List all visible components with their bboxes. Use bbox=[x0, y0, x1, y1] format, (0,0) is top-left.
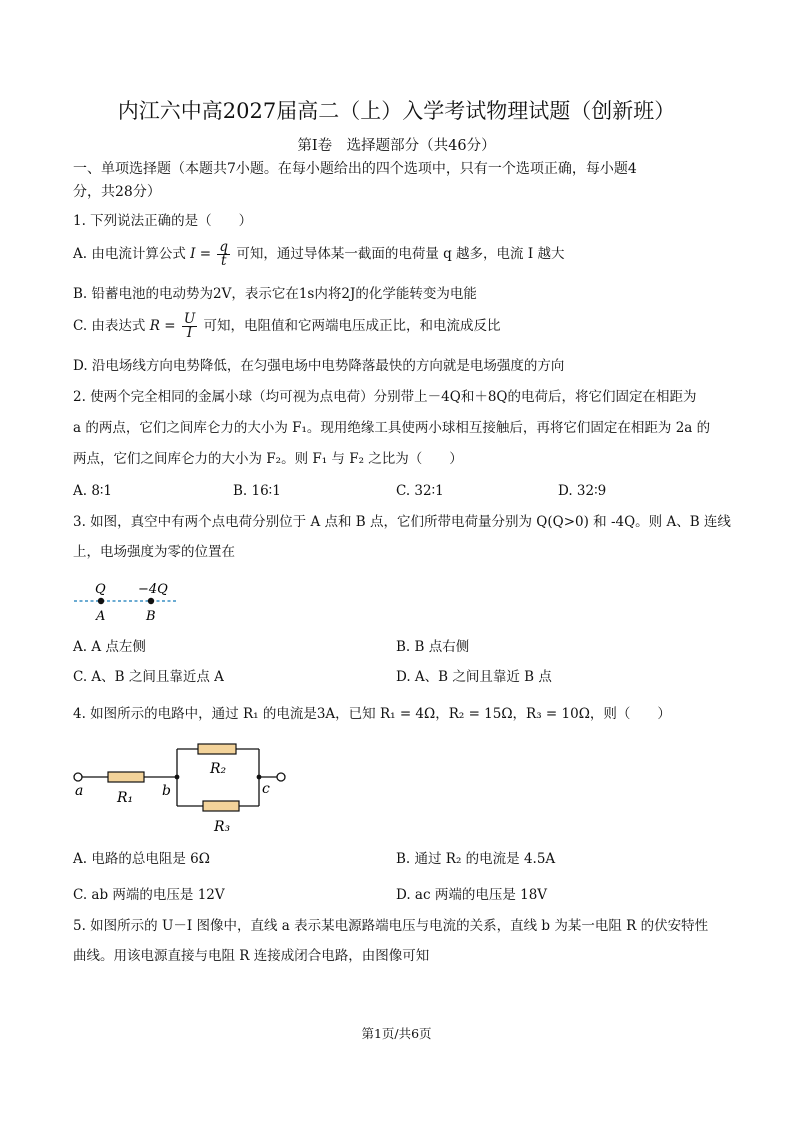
q1-option-a-denominator: t bbox=[220, 253, 227, 269]
q1-stem: 1. 下列说法正确的是（ ） bbox=[73, 213, 253, 229]
q3-stem-line1: 3. 如图，真空中有两个点电荷分别位于 A 点和 B 点，它们所带电荷量分别为 Q(Q>0) 和 -4Q。则 A、B 连线 bbox=[73, 514, 731, 530]
q4-label-r3: R₃ bbox=[214, 819, 231, 835]
q3-point-charges-figure bbox=[70, 575, 190, 627]
q4-resistor-r1 bbox=[108, 772, 144, 782]
q4-terminal-a bbox=[74, 773, 82, 781]
q3-option-a: A. A 点左侧 bbox=[73, 639, 146, 655]
q3-option-c: C. A、B 之间且靠近点 A bbox=[73, 669, 224, 685]
q2-option-a: A. 8∶1 bbox=[73, 483, 113, 499]
q3-point-a-label: A bbox=[96, 609, 106, 624]
q1-option-c-suffix: 可知，电阻值和它两端电压成正比，和电流成反比 bbox=[203, 318, 501, 334]
q2-stem-line3: 两点，它们之间库仑力的大小为 F₂。则 F₁ 与 F₂ 之比为（ ） bbox=[73, 451, 463, 467]
section-subtitle: 第Ⅰ卷 选择题部分（共46分） bbox=[297, 138, 496, 154]
q1-option-c-eq: R = bbox=[149, 318, 176, 334]
q3-stem-line2: 上，电场强度为零的位置在 bbox=[73, 544, 235, 560]
q4-resistor-r2 bbox=[198, 744, 236, 754]
q1-option-c-fraction bbox=[182, 313, 197, 340]
q1-option-a bbox=[73, 241, 564, 268]
q3-point-b-label: B bbox=[146, 609, 156, 624]
q2-stem-line2: a 的两点，它们之间库仑力的大小为 F₁。现用绝缘工具使两小球相互接触后，再将它们固定在相距为 2a 的 bbox=[73, 420, 711, 436]
q2-option-b: B. 16∶1 bbox=[233, 483, 281, 499]
q4-resistor-r3 bbox=[203, 801, 239, 811]
q1-option-c-denominator: I bbox=[186, 325, 193, 341]
q4-stem: 4. 如图所示的电路中，通过 R₁ 的电流是3A，已知 R₁ = 4Ω，R₂ = 15Ω，R₃ = 10Ω，则（ ） bbox=[73, 706, 671, 722]
q4-node-c bbox=[257, 775, 262, 780]
q1-option-a-suffix: 可知，通过导体某一截面的电荷量 q 越多，电流 I 越大 bbox=[236, 246, 565, 262]
q4-circuit-diagram bbox=[70, 735, 295, 835]
q2-option-c: C. 32∶1 bbox=[396, 483, 444, 499]
q2-stem-line1: 2. 使两个完全相同的金属小球（均可视为点电荷）分别带上－4Q和＋8Q的电荷后，将它们固定在相距为 bbox=[73, 389, 697, 405]
q5-stem-line1: 5. 如图所示的 U－I 图像中，直线 a 表示某电源路端电压与电流的关系，直线 b 为某一电阻 R 的伏安特性 bbox=[73, 918, 709, 934]
q3-option-d: D. A、B 之间且靠近 B 点 bbox=[396, 669, 552, 685]
q4-option-d: D. ac 两端的电压是 18V bbox=[396, 887, 548, 903]
q4-option-c: C. ab 两端的电压是 12V bbox=[73, 887, 225, 903]
q4-label-r2: R₂ bbox=[210, 761, 227, 777]
q4-label-r1: R₁ bbox=[117, 790, 134, 806]
q1-option-a-fraction bbox=[217, 241, 230, 268]
section-instructions-line2: 分，共28分） bbox=[73, 184, 161, 200]
q3-point-b-dot bbox=[148, 598, 154, 604]
q4-label-c: c bbox=[262, 781, 270, 797]
q1-option-c bbox=[73, 313, 501, 340]
q4-label-a: a bbox=[75, 783, 84, 799]
page-number: 第1页/共6页 bbox=[361, 1026, 432, 1041]
q1-option-a-eq: I = bbox=[190, 246, 212, 262]
q3-point-a-dot bbox=[98, 598, 104, 604]
q2-option-d: D. 32∶9 bbox=[558, 483, 607, 499]
q4-option-a: A. 电路的总电阻是 6Ω bbox=[73, 851, 210, 867]
q4-terminal-c bbox=[277, 773, 285, 781]
q3-charge-a-label: Q bbox=[95, 582, 106, 597]
exam-title: 内江六中高2027届高二（上）入学考试物理试题（创新班） bbox=[117, 99, 676, 123]
q5-stem-line2: 曲线。用该电源直接与电阻 R 连接成闭合电路，由图像可知 bbox=[73, 948, 430, 964]
q1-option-d: D. 沿电场线方向电势降低，在匀强电场中电势降落最快的方向就是电场强度的方向 bbox=[73, 358, 565, 374]
q3-option-b: B. B 点右侧 bbox=[396, 639, 470, 655]
q1-option-c-numerator: U bbox=[183, 311, 196, 327]
q4-node-b bbox=[175, 775, 180, 780]
q1-option-a-prefix: A. 由电流计算公式 bbox=[73, 246, 186, 262]
q1-option-b: B. 铅蓄电池的电动势为2V，表示它在1s内将2J的化学能转变为电能 bbox=[73, 286, 477, 302]
q1-option-c-prefix: C. 由表达式 bbox=[73, 318, 146, 334]
section-instructions-line1: 一、单项选择题（本题共7小题。在每小题给出的四个选项中，只有一个选项正确，每小题4 bbox=[73, 161, 637, 177]
q3-charge-b-label: −4Q bbox=[138, 582, 168, 597]
q4-label-b: b bbox=[162, 783, 171, 799]
q4-option-b: B. 通过 R₂ 的电流是 4.5A bbox=[396, 851, 556, 867]
q1-option-a-numerator: q bbox=[219, 239, 229, 255]
